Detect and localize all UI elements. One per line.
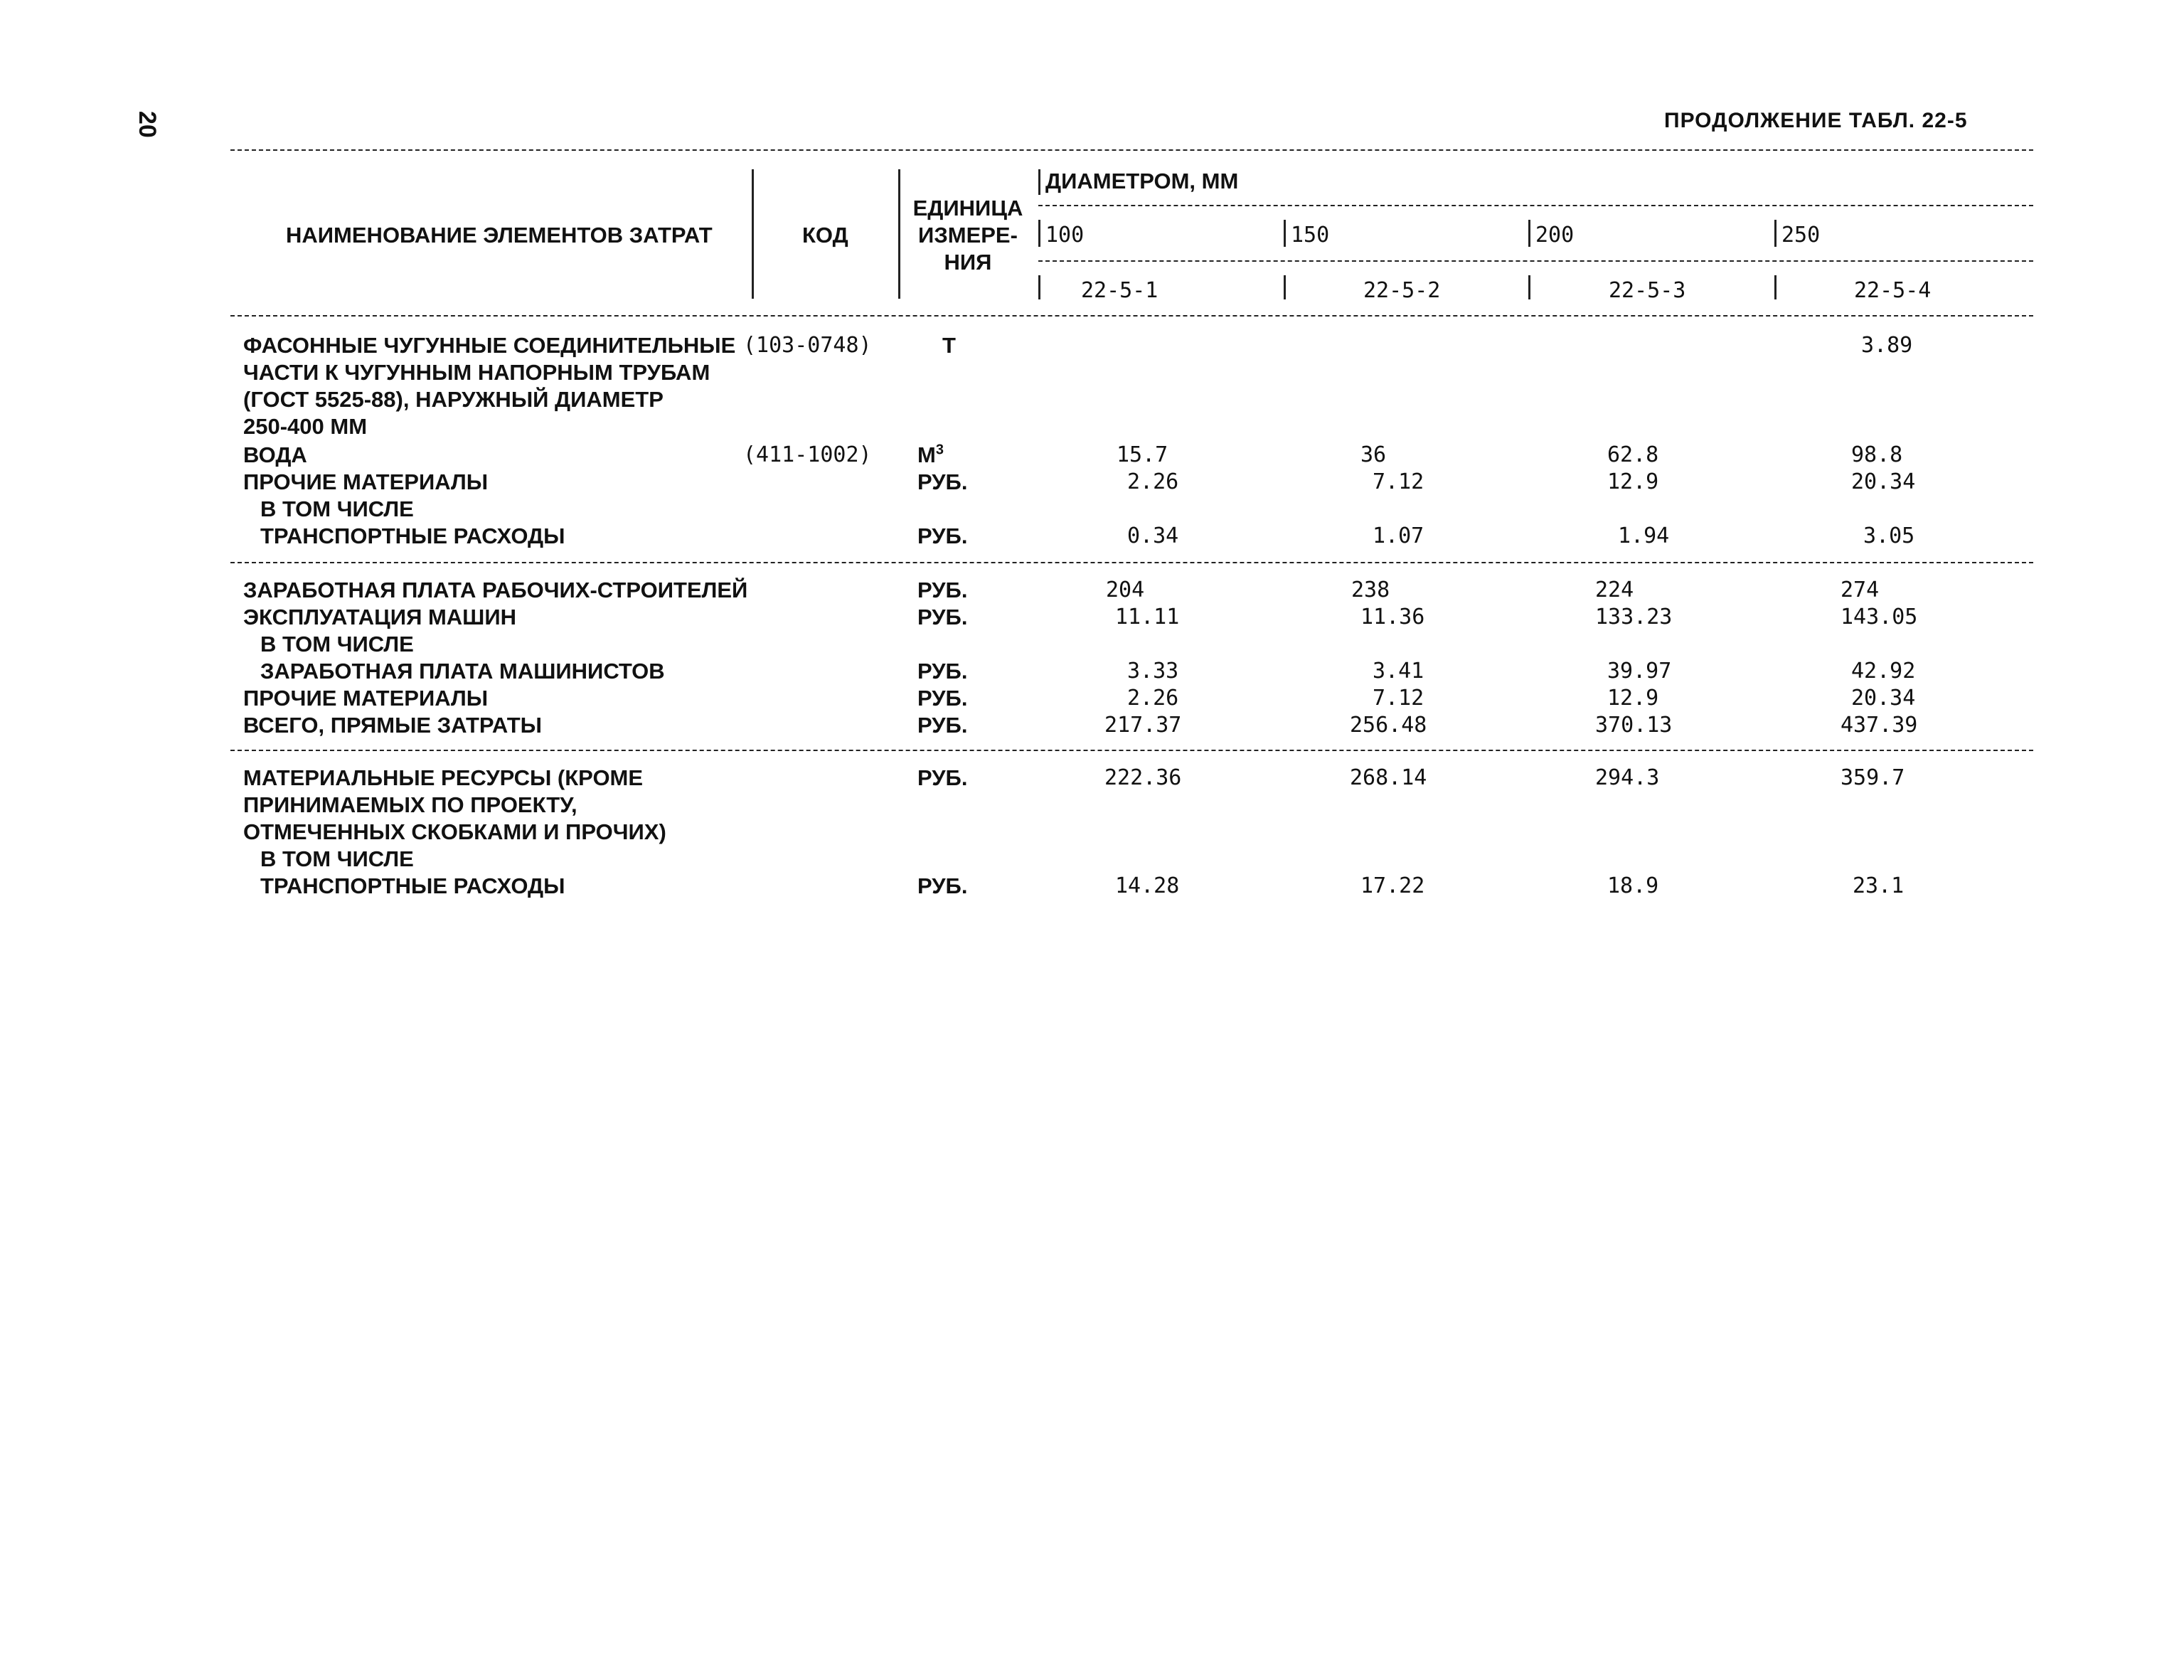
- row-resources-name-line-2: ПРИНИМАЕМЫХ ПО ПРОЕКТУ,: [243, 792, 577, 817]
- row-water-value-22-5-4: 98.8: [1851, 442, 1903, 467]
- row-fittings-code: (103-0748): [743, 333, 872, 358]
- row-transport-1-unit: РУБ.: [917, 523, 968, 548]
- row-resources-name-line-1: МАТЕРИАЛЬНЫЕ РЕСУРСЫ (КРОМЕ: [243, 765, 644, 790]
- row-transport-1-value-22-5-2: 1.07: [1373, 523, 1424, 548]
- row-operator-wages-unit: РУБ.: [917, 659, 968, 684]
- header-separator-code: [898, 169, 900, 299]
- row-fittings-name-line-2: ЧАСТИ К ЧУГУННЫМ НАПОРНЫМ ТРУБАМ: [243, 360, 710, 385]
- row-resources-name-line-3: ОТМЕЧЕННЫХ СКОБКАМИ И ПРОЧИХ): [243, 819, 666, 844]
- row-transport-2-value-22-5-3: 18.9: [1607, 873, 1659, 898]
- row-wages-value-22-5-1: 204: [1106, 578, 1145, 602]
- header-separator-name: [752, 169, 754, 299]
- row-wages-value-22-5-2: 238: [1351, 578, 1390, 602]
- row-other-materials-1-value-22-5-4: 20.34: [1851, 469, 1916, 494]
- row-transport-2-value-22-5-4: 23.1: [1853, 873, 1905, 898]
- row-other-materials-2-value-22-5-1: 2.26: [1127, 686, 1179, 711]
- row-machines-value-22-5-2: 11.36: [1360, 605, 1425, 629]
- header-separator-unit-mid: [1038, 220, 1040, 247]
- row-wages-unit: РУБ.: [917, 578, 968, 602]
- row-other-materials-2-value-22-5-2: 7.12: [1373, 686, 1424, 711]
- continuation-title: ПРОДОЛЖЕНИЕ ТАБЛ. 22-5: [1664, 109, 1968, 132]
- section-2-rule: [230, 750, 2033, 751]
- header-diameter-250: 250: [1781, 223, 1821, 248]
- header-unit-line-1: ЕДИНИЦА: [912, 196, 1023, 220]
- row-machines-value-22-5-3: 133.23: [1595, 605, 1673, 629]
- row-transport-1-value-22-5-4: 3.05: [1863, 523, 1915, 548]
- header-separator-unit-low: [1038, 275, 1040, 299]
- row-including-3: В ТОМ ЧИСЛЕ: [260, 846, 414, 871]
- top-rule: [230, 149, 2033, 151]
- row-total-value-22-5-3: 370.13: [1595, 713, 1673, 738]
- header-name-column: НАИМЕНОВАНИЕ ЭЛЕМЕНТОВ ЗАТРАТ: [286, 223, 713, 248]
- header-code-column: КОД: [802, 223, 848, 248]
- row-wages-value-22-5-3: 224: [1595, 578, 1634, 602]
- row-transport-2-value-22-5-2: 17.22: [1360, 873, 1425, 898]
- row-water-unit-base: М: [917, 442, 936, 467]
- section-1-rule: [230, 562, 2033, 563]
- row-wages-name: ЗАРАБОТНАЯ ПЛАТА РАБОЧИХ-СТРОИТЕЛЕЙ: [243, 578, 748, 602]
- header-diameter-rule: [1038, 205, 2033, 206]
- row-fittings-value-22-5-4: 3.89: [1861, 333, 1913, 358]
- header-code-22-5-1: 22-5-1: [1081, 278, 1158, 303]
- header-separator-d250: [1774, 220, 1777, 247]
- row-including-2: В ТОМ ЧИСЛЕ: [260, 632, 414, 656]
- row-fittings-name-line-4: 250-400 ММ: [243, 414, 368, 439]
- row-other-materials-2-name: ПРОЧИЕ МАТЕРИАЛЫ: [243, 686, 489, 711]
- row-resources-value-22-5-4: 359.7: [1841, 765, 1905, 790]
- row-machines-value-22-5-1: 11.11: [1115, 605, 1180, 629]
- page-number: 20: [134, 111, 161, 138]
- row-operator-wages-value-22-5-1: 3.33: [1127, 659, 1179, 684]
- row-other-materials-1-unit: РУБ.: [917, 469, 968, 494]
- header-separator-c4: [1774, 275, 1777, 299]
- row-other-materials-1-value-22-5-2: 7.12: [1373, 469, 1424, 494]
- row-water-name: ВОДА: [243, 442, 307, 467]
- header-code-rule: [1038, 260, 2033, 262]
- row-fittings-unit: Т: [942, 333, 956, 358]
- row-transport-2-value-22-5-1: 14.28: [1115, 873, 1180, 898]
- header-code-22-5-2: 22-5-2: [1363, 278, 1441, 303]
- row-other-materials-1-value-22-5-3: 12.9: [1607, 469, 1659, 494]
- header-separator-c3: [1528, 275, 1530, 299]
- row-operator-wages-value-22-5-3: 39.97: [1607, 659, 1672, 684]
- row-operator-wages-value-22-5-4: 42.92: [1851, 659, 1916, 684]
- row-fittings-name-line-3: (ГОСТ 5525-88), НАРУЖНЫЙ ДИАМЕТР: [243, 387, 664, 412]
- row-resources-value-22-5-3: 294.3: [1595, 765, 1660, 790]
- row-operator-wages-value-22-5-2: 3.41: [1373, 659, 1424, 684]
- row-operator-wages-name: ЗАРАБОТНАЯ ПЛАТА МАШИНИСТОВ: [260, 659, 665, 684]
- header-diameter-100: 100: [1045, 223, 1085, 248]
- row-total-value-22-5-1: 217.37: [1104, 713, 1182, 738]
- row-other-materials-2-unit: РУБ.: [917, 686, 968, 711]
- header-separator-d200: [1528, 220, 1530, 247]
- row-water-unit-exponent: 3: [935, 442, 944, 458]
- header-code-22-5-3: 22-5-3: [1609, 278, 1686, 303]
- row-wages-value-22-5-4: 274: [1841, 578, 1880, 602]
- row-water-unit: [917, 442, 944, 469]
- row-machines-name: ЭКСПЛУАТАЦИЯ МАШИН: [243, 605, 517, 629]
- row-resources-value-22-5-2: 268.14: [1350, 765, 1427, 790]
- row-water-value-22-5-3: 62.8: [1607, 442, 1659, 467]
- row-fittings-name-line-1: ФАСОННЫЕ ЧУГУННЫЕ СОЕДИНИТЕЛЬНЫЕ: [243, 333, 736, 358]
- header-unit-line-3: НИЯ: [944, 250, 992, 275]
- row-water-code: (411-1002): [743, 442, 872, 467]
- row-transport-2-unit: РУБ.: [917, 873, 968, 898]
- header-code-22-5-4: 22-5-4: [1854, 278, 1932, 303]
- row-transport-1-value-22-5-3: 1.94: [1618, 523, 1670, 548]
- header-unit-line-2: ИЗМЕРЕ-: [918, 223, 1018, 248]
- row-other-materials-1-name: ПРОЧИЕ МАТЕРИАЛЫ: [243, 469, 489, 494]
- row-machines-value-22-5-4: 143.05: [1841, 605, 1918, 629]
- row-total-value-22-5-2: 256.48: [1350, 713, 1427, 738]
- header-bottom-rule: [230, 315, 2033, 317]
- row-water-value-22-5-2: 36: [1360, 442, 1387, 467]
- header-diameter-200: 200: [1535, 223, 1575, 248]
- header-diameter-group: ДИАМЕТРОМ, ММ: [1045, 169, 1239, 193]
- row-machines-unit: РУБ.: [917, 605, 968, 629]
- row-resources-unit: РУБ.: [917, 765, 968, 790]
- row-total-value-22-5-4: 437.39: [1841, 713, 1918, 738]
- row-transport-1-name: ТРАНСПОРТНЫЕ РАСХОДЫ: [260, 523, 565, 548]
- header-separator-unit-top: [1038, 169, 1040, 195]
- row-other-materials-1-value-22-5-1: 2.26: [1127, 469, 1179, 494]
- row-total-name: ВСЕГО, ПРЯМЫЕ ЗАТРАТЫ: [243, 713, 542, 738]
- row-resources-value-22-5-1: 222.36: [1104, 765, 1182, 790]
- row-including-1: В ТОМ ЧИСЛЕ: [260, 496, 414, 521]
- row-total-unit: РУБ.: [917, 713, 968, 738]
- row-water-value-22-5-1: 15.7: [1117, 442, 1168, 467]
- row-other-materials-2-value-22-5-3: 12.9: [1607, 686, 1659, 711]
- header-diameter-150: 150: [1291, 223, 1330, 248]
- row-other-materials-2-value-22-5-4: 20.34: [1851, 686, 1916, 711]
- header-separator-d150: [1284, 220, 1286, 247]
- row-transport-1-value-22-5-1: 0.34: [1127, 523, 1179, 548]
- row-transport-2-name: ТРАНСПОРТНЫЕ РАСХОДЫ: [260, 873, 565, 898]
- header-separator-c2: [1284, 275, 1286, 299]
